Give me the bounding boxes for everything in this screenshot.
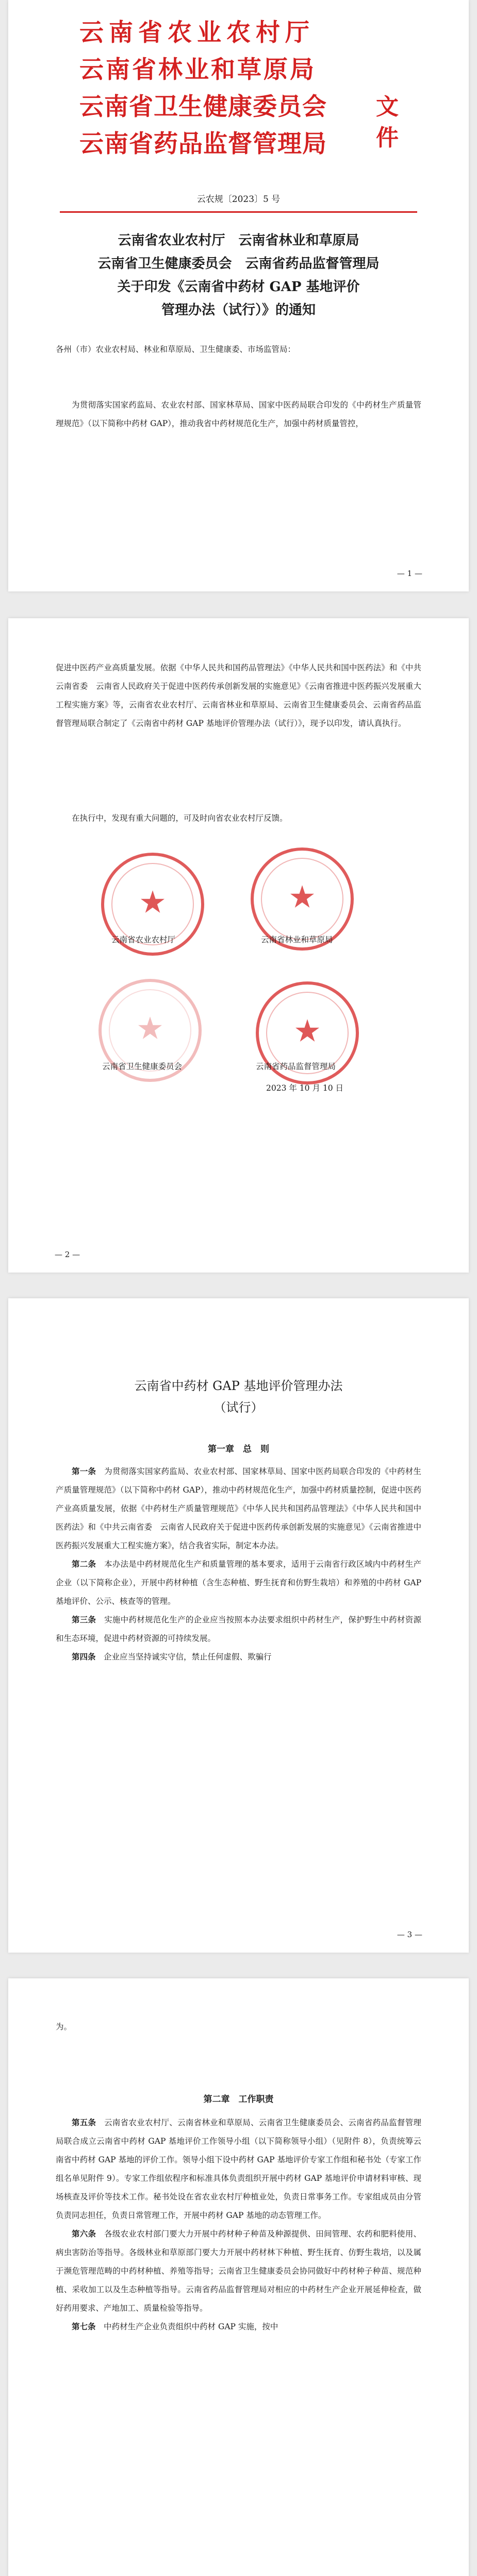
article-tag: 第三条 [72,1615,96,1624]
article-tag: 第四条 [72,1652,96,1662]
document-page-2 [8,618,469,1273]
article-paragraph [56,1611,421,1648]
title-line: 云南省农业农村厅 云南省林业和草原局 [118,233,359,248]
agency-line: 云南省卫生健康委员会 [79,93,327,121]
document-page-3 [8,1298,469,1953]
article-text: 本办法是中药材规范化生产和质量管理的基本要求，适用于云南省行政区域内中药材生产企业（以下简称企业），开展中药材种植（含生态种植、野生抚育和仿野生栽培）和养殖的中药材 GAP 基地评价、公示、核查等的管理。 [56,1560,421,1606]
chapter-heading: 第二章 工作职责 [203,2094,274,2105]
article-tag: 第七条 [72,2321,96,2331]
page-number: — 1 — [397,569,422,578]
body-paragraph: 促进中医药产业高质量发展。依据《中华人民共和国药品管理法》《中华人民共和国中医药法》和《中共云南省委 云南省人民政府关于促进中医药传承创新发展的实施意见》《云南省推进中医药振兴发展重大工程实施方案》等，云南省农业农村厅、云南省林业和草原局、云南省卫生健康委员会、云南省药品监督管理局联合制定了《云南省中药材 GAP 基地评价管理办法（试行）》，现予以印发，请认真执行。 [56,663,421,728]
signature-agency: 云南省林业和草原局 [261,935,333,944]
official-seal: ★ [98,979,202,1082]
issuing-agencies-header [79,14,409,169]
articles-block [56,1462,421,1666]
red-divider-line [60,211,417,213]
article-paragraph [56,1555,421,1611]
official-seal: ★ [256,981,359,1084]
agency-line: 云南省农业农村厅 [79,19,315,47]
official-seal: ★ [101,853,204,956]
agency-line: 云南省药品监督管理局 [79,130,327,158]
notice-title [8,229,469,322]
signature-agency: 云南省卫生健康委员会 [102,1062,183,1071]
article-paragraph [56,2225,421,2317]
document-number: 云农规〔2023〕5 号 [196,194,281,205]
document-page-1 [8,0,469,591]
article-paragraph [56,1462,421,1555]
body-paragraph: 在执行中，发现有重大问题的，可及时向省农业农村厅反馈。 [72,814,288,823]
signature-agency: 云南省农业农村厅 [111,935,176,944]
official-seal: ★ [251,848,354,951]
signature-agency: 云南省药品监督管理局 [256,1062,336,1071]
article-tag: 第一条 [72,1466,96,1476]
article-text: 实施中药材规范化生产的企业应当按照本办法要求组织中药材生产，保护野生中药材资源和生态环境，促进中药材资源的可持续发展。 [56,1615,421,1643]
page-number: — 3 — [397,1930,422,1939]
article-text: 各级农业农村部门要大力开展中药材种子种苗及种源提供、田间管理、农药和肥料使用、病虫害防治等指导。各级林业和草原部门要大力开展中药材林下种植、野生抚育、仿野生栽培，以及属于濒危管理范畴的中药材种植、养殖等指导；云南省卫生健康委员会协同做好中药材种子种苗、规范种植、采收加工以及生态种植等指导。云南省药品监督管理局对相应的中药材生产企业开展延伸检查，做好药用要求、产地加工、质量检验等指导。 [56,2229,421,2313]
article-paragraph [56,2317,421,2336]
agency-line: 云南省林业和草原局 [79,56,316,84]
issue-date: 2023 年 10 月 10 日 [266,1083,344,1093]
title-line: 云南省卫生健康委员会 云南省药品监督管理局 [97,256,380,272]
measures-title: 云南省中药材 GAP 基地评价管理办法 [134,1379,343,1393]
article-tag: 第六条 [72,2229,96,2239]
title-line: 管理办法（试行）》的通知 [161,302,316,318]
addressee: 各州（市）农业农村局、林业和草原局、卫生健康委、市场监管局： [56,345,296,354]
measures-subtitle: （试行） [213,1400,264,1415]
articles-block [56,2113,421,2336]
article-text: 企业应当坚持诚实守信，禁止任何虚假、欺骗行 [104,1652,272,1662]
header-suffix-wenjian: 文件 [376,94,399,151]
article-paragraph [56,1648,421,1666]
article-tag: 第二条 [72,1559,96,1569]
page-number: — 2 — [55,1250,80,1259]
article-text: 中药材生产企业负责组织中药材 GAP 实施，按中 [104,2322,278,2331]
title-line: 关于印发《云南省中药材 GAP 基地评价 [117,279,360,295]
article-text: 为贯彻落实国家药监局、农业农村部、国家林草局、国家中医药局联合印发的《中药材生产质量管理规范》（以下简称中药材 GAP），推动中药材规范化生产，加强中药材质量控制，促进中医药产业高质量发展，依据《中药材生产质量管理规范》《中华人民共和国药品管理法》《中华人民共和国中医药法》和《中共云南省委 云南省人民政府关于促进中医药传承创新发展的实施意见》《云南省推进中医药振兴发展重大工程实施方案》，结合我省实际，制定本办法。 [56,1467,421,1550]
chapter-heading: 第一章 总 则 [208,1444,269,1454]
document-page-4 [8,1978,469,2576]
body-paragraph: 为贯彻落实国家药监局、农业农村部、国家林草局、国家中医药局联合印发的《中药材生产质量管理规范》（以下简称中药材 GAP），推动我省中药材规范化生产，加强中药材质量管控， [56,400,421,428]
article-paragraph [56,2113,421,2225]
article-text: 云南省农业农村厅、云南省林业和草原局、云南省卫生健康委员会、云南省药品监督管理局联合成立云南省中药材 GAP 基地评价工作领导小组（以下简称领导小组）（见附件 8），负责统筹云南省中药材 GAP 基地的评价工作。领导小组下设中药材 GAP 基地评价专家工作组和秘书处（专家工作组名单见附件 9）。专家工作组依程序和标准具体负责组织开展中药材 GAP 基地评价申请材料审核、现场核查及评价等技术工作。秘书处设在省农业农村厅种植业处，负责日常事务工作。专家组成员由分管负责同志担任，负责日常管理工作，开展中药材 GAP 基地的动态管理工作。 [56,2118,421,2220]
carry-over-text: 为。 [56,2022,72,2031]
article-tag: 第五条 [72,2117,96,2127]
